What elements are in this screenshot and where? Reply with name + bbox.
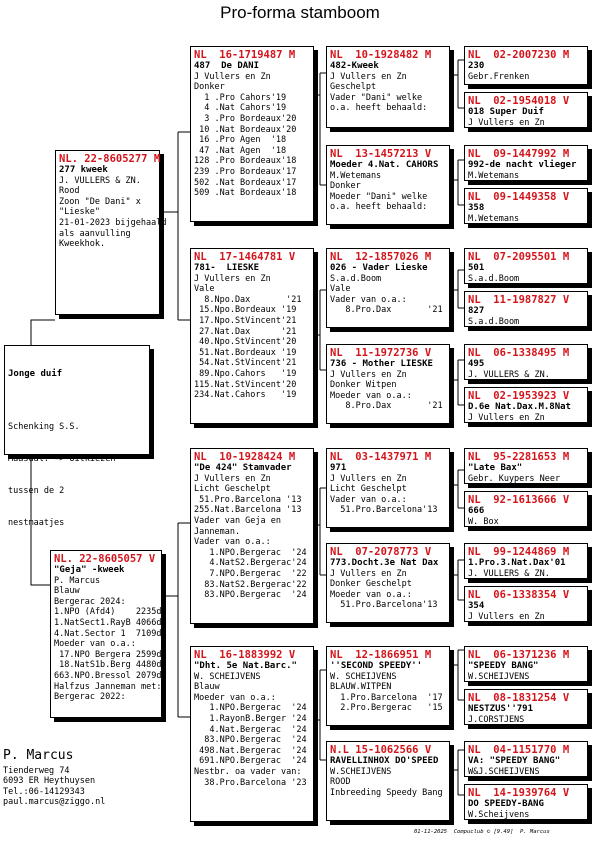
- pigeon-detail-line: 83.NPO.Bergerac '24: [194, 590, 307, 601]
- ring-number: NL 02-2007230 M: [468, 49, 570, 61]
- ancestor-card[interactable]: [464, 448, 588, 484]
- pigeon-name: DO SPEEDY-BANG: [468, 799, 544, 809]
- subject-line: nestmaatjes: [8, 517, 65, 528]
- subject-card[interactable]: [4, 345, 150, 528]
- pigeon-detail-line: 1.RayonB.Berger '24: [194, 713, 307, 724]
- pigeon-detail-line: Geschelpt: [330, 82, 377, 93]
- pigeon-detail-line: 255.Nat.Barcelona '13: [194, 505, 302, 516]
- granddam-paternal-card[interactable]: [190, 248, 314, 424]
- ring-number: NL 02-1953923 V: [468, 390, 570, 402]
- pigeon-detail-line: 1.NPO.Bergerac '24: [194, 547, 307, 558]
- pigeon-detail-line: Blauw: [54, 586, 80, 597]
- pigeon-detail-line: J Vullers en Zn: [468, 412, 545, 423]
- pigeon-detail-line: J Vullers en Zn: [194, 273, 271, 284]
- ring-number: NL 11-1972736 V: [330, 347, 432, 359]
- pigeon-name: 482-Kweek: [330, 61, 379, 71]
- ring-number: NL 11-1987827 V: [468, 294, 570, 306]
- ring-number: NL 07-2095501 M: [468, 251, 570, 263]
- pigeon-detail-line: J. VULLERS & ZN.: [468, 568, 550, 579]
- pigeon-name: RAVELLINHOX DO'SPEED: [330, 756, 439, 766]
- great-grandparent-card[interactable]: [326, 448, 450, 528]
- pigeon-detail-line: 1.Pro.Barcelona '17: [330, 692, 443, 703]
- ring-number: NL 06-1371236 M: [468, 649, 570, 661]
- pigeon-detail-line: W. Box: [468, 516, 499, 527]
- ring-number: NL 14-1939764 V: [468, 787, 570, 799]
- pigeon-detail-line: J Vullers en Zn: [468, 611, 545, 622]
- pigeon-detail-line: Moeder van o.a.:: [330, 589, 412, 600]
- pigeon-detail-line: ROOD: [330, 777, 351, 788]
- ring-number: NL 17-1464781 V: [194, 251, 296, 263]
- ring-number: NL 07-2078773 V: [330, 546, 432, 558]
- pigeon-detail-line: 2.Pro.Bergerac '15: [330, 703, 443, 714]
- owner-email[interactable]: paul.marcus@ziggo.nl: [3, 797, 106, 808]
- ring-number: NL. 22-8605277 M: [59, 153, 161, 165]
- pigeon-detail-line: S.a.d.Boom: [330, 273, 382, 284]
- ancestor-card[interactable]: [464, 784, 588, 820]
- ring-number: NL 13-1457213 V: [330, 148, 432, 160]
- pigeon-detail-line: 4.Nat.Sector 1 7109d.: [54, 628, 167, 639]
- ring-number: NL 06-1338495 M: [468, 347, 570, 359]
- pigeon-detail-line: 1.NPO (Afd4) 2235d.: [54, 607, 167, 618]
- pigeon-detail-line: J Vullers en Zn: [194, 473, 271, 484]
- pigeon-detail-line: 502 .Nat Bordeaux'17: [194, 177, 297, 188]
- grandsire-paternal-card[interactable]: [190, 46, 314, 222]
- ring-number: N.L 15-1062566 V: [330, 744, 432, 756]
- pigeon-name: "Geja" -kweek: [54, 565, 125, 575]
- pigeon-detail-line: 8.Npo.Dax '21: [194, 294, 302, 305]
- subject-line: Maasdal. -> Uitkiezen: [8, 453, 116, 464]
- pigeon-detail-line: Vader "Dani" welke: [330, 92, 423, 103]
- pigeon-detail-line: S.a.d.Boom: [468, 316, 520, 327]
- pigeon-detail-line: 3 .Pro Bordeaux'20: [194, 113, 297, 124]
- granddam-maternal-card[interactable]: [190, 646, 314, 822]
- pigeon-detail-line: Vader van o.a.:: [330, 294, 407, 305]
- pigeon-detail-line: Vader van o.a.:: [330, 494, 407, 505]
- pigeon-detail-line: Blauw: [194, 682, 220, 693]
- ancestor-card[interactable]: [464, 586, 588, 622]
- pigeon-name: 736 - Mother LIESKE: [330, 359, 433, 369]
- pigeon-detail-line: 38.Pro.Barcelona '23: [194, 777, 307, 788]
- subject-line: tussen de 2: [8, 485, 65, 496]
- pigeon-detail-line: 4.NatS2.Bergerac'24: [194, 558, 307, 569]
- pigeon-detail-line: 8.Pro.Dax '21: [330, 401, 443, 412]
- pigeon-detail-line: Halfzus Janneman met:: [54, 681, 162, 692]
- ancestor-card[interactable]: [464, 145, 588, 181]
- ancestor-card[interactable]: [464, 689, 588, 725]
- pigeon-detail-line: J. VULLERS & ZN.: [59, 175, 141, 186]
- pigeon-name: "Late Bax": [468, 463, 523, 473]
- great-grandparent-card[interactable]: [326, 344, 450, 424]
- pigeon-detail-line: W. SCHEIJVENS: [330, 671, 397, 682]
- ancestor-card[interactable]: [464, 248, 588, 284]
- grandsire-maternal-card[interactable]: [190, 448, 314, 624]
- pigeon-detail-line: S.a.d.Boom: [468, 273, 520, 284]
- pigeon-name: 827: [468, 306, 485, 316]
- pigeon-detail-line: "Lieske": [59, 207, 100, 218]
- pigeon-name: 230: [468, 61, 485, 71]
- pigeon-name: 277 kweek: [59, 165, 108, 175]
- pigeon-name: 026 - Vader Lieske: [330, 263, 428, 273]
- pigeon-detail-line: 83.NPO.Bergerac '24: [194, 735, 307, 746]
- pigeon-detail-line: 17.NPO Bergera 2599d.: [54, 649, 167, 660]
- pigeon-detail-line: Vader van Geja en: [194, 515, 281, 526]
- pigeon-detail-line: Gebr.Frenken: [468, 71, 530, 82]
- pigeon-detail-line: J Vullers en Zn: [194, 71, 271, 82]
- ring-number: NL 08-1831254 V: [468, 692, 570, 704]
- pigeon-detail-line: Licht Geschelpt: [330, 484, 407, 495]
- pigeon-detail-line: 89.Npo.Cahors '19: [194, 368, 297, 379]
- pigeon-detail-line: M.Wetemans: [330, 170, 382, 181]
- pigeon-detail-line: 51.Pro.Barcelona'13: [330, 600, 438, 611]
- ancestor-card[interactable]: [464, 92, 588, 128]
- pigeon-detail-line: W. SCHEIJVENS: [194, 671, 261, 682]
- pigeon-detail-line: 663.NPO.Bressol 2079d.: [54, 670, 167, 681]
- pigeon-detail-line: o.a. heeft behaald:: [330, 202, 428, 213]
- pigeon-name: 487 De DANI: [194, 61, 260, 71]
- pigeon-detail-line: BLAUW.WITPEN: [330, 682, 392, 693]
- ring-number: NL 99-1244869 M: [468, 546, 570, 558]
- page-title: Pro-forma stamboom: [220, 3, 380, 22]
- pigeon-detail-line: 1 .Pro Cahors'19: [194, 92, 287, 103]
- pigeon-name: "De 424" Stamvader: [194, 463, 292, 473]
- ancestor-card[interactable]: [464, 543, 588, 579]
- ancestor-card[interactable]: [464, 46, 588, 85]
- ring-number: NL 10-1928482 M: [330, 49, 432, 61]
- ring-number: NL 12-1857026 M: [330, 251, 432, 263]
- pigeon-detail-line: 509 .Nat Bordeaux'18: [194, 188, 297, 199]
- ring-number: NL 04-1151770 M: [468, 744, 570, 756]
- pigeon-detail-line: P. Marcus: [54, 575, 101, 586]
- mother-card[interactable]: [50, 550, 167, 718]
- pigeon-detail-line: J.CORSTJENS: [468, 714, 525, 725]
- pigeon-detail-line: 83.NatS2.Bergerac'22: [194, 579, 307, 590]
- pigeon-detail-line: 239 .Pro Bordeaux'17: [194, 166, 297, 177]
- pigeon-detail-line: J Vullers en Zn: [468, 117, 545, 128]
- pigeon-detail-line: Bergerac 2022:: [54, 692, 126, 703]
- ring-number: NL 16-1719487 M: [194, 49, 296, 61]
- pigeon-detail-line: 51.Nat.Bordeaux '19: [194, 347, 297, 358]
- pigeon-detail-line: o.a. heeft behaald:: [330, 103, 428, 114]
- pigeon-detail-line: Kweekhok.: [59, 239, 106, 250]
- ring-number: NL 95-2281653 M: [468, 451, 570, 463]
- subject-line: Schenking S.S.: [8, 422, 80, 433]
- ancestor-card[interactable]: [464, 387, 588, 423]
- pigeon-detail-line: Moeder "Dani" welke: [330, 191, 428, 202]
- pigeon-name: 354: [468, 601, 485, 611]
- ancestor-card[interactable]: [464, 291, 588, 327]
- pigeon-name: 781- LIESKE: [194, 263, 260, 273]
- great-grandparent-card[interactable]: [326, 543, 450, 623]
- pigeon-name: "SPEEDY BANG": [468, 661, 539, 671]
- ring-number: NL 09-1449358 V: [468, 191, 570, 203]
- pigeon-detail-line: Bergerac 2024:: [54, 596, 126, 607]
- pigeon-detail-line: 234.Nat.Cahors '19: [194, 390, 297, 401]
- great-grandparent-card[interactable]: [326, 46, 450, 128]
- pigeon-detail-line: Donker: [194, 82, 225, 93]
- pigeon-detail-line: Moeder van o.a.:: [194, 692, 276, 703]
- pigeon-detail-line: 15.Npo.Bordeaux '19: [194, 305, 297, 316]
- pigeon-detail-line: Moeder van o.a.:: [54, 639, 136, 650]
- pigeon-name: 666: [468, 506, 485, 516]
- pigeon-detail-line: 10 .Nat Bordeaux'20: [194, 124, 297, 135]
- pigeon-detail-line: 40.Npo.StVincent'20: [194, 337, 297, 348]
- footer-credit: 01-11-2025 Compuclub © [9.49] P. Marcus: [414, 829, 550, 835]
- pigeon-detail-line: J. VULLERS & ZN.: [468, 369, 550, 380]
- pigeon-detail-line: Moeder van o.a.:: [330, 390, 412, 401]
- pigeon-detail-line: J Vullers en Zn: [330, 369, 407, 380]
- pigeon-detail-line: 128 .Pro Bordeaux'18: [194, 156, 297, 167]
- pigeon-detail-line: 18.NatS1b.Berg 4480d.: [54, 660, 167, 671]
- pigeon-detail-line: Zoon "De Dani" x: [59, 196, 141, 207]
- pigeon-name: 1.Pro.3.Nat.Dax'01: [468, 558, 566, 568]
- pigeon-detail-line: J Vullers en Zn: [330, 71, 407, 82]
- owner-phone: Tel.:06-14129343: [3, 786, 85, 797]
- ancestor-card[interactable]: [464, 741, 588, 777]
- pigeon-detail-line: W.SCHEIJVENS: [468, 671, 530, 682]
- pigeon-detail-line: 51.Pro.Barcelona'13: [330, 505, 438, 516]
- pigeon-detail-line: 47 .Nat Agen '18: [194, 145, 287, 156]
- pigeon-detail-line: als aanvulling: [59, 228, 131, 239]
- owner-info: [3, 748, 105, 808]
- pigeon-detail-line: W.Scheijvens: [468, 809, 530, 820]
- pigeon-name: 971: [330, 463, 347, 473]
- pigeon-detail-line: J Vullers en Zn: [330, 568, 407, 579]
- pigeon-name: VA: "SPEEDY BANG": [468, 756, 561, 766]
- pigeon-detail-line: 498.Nat.Bergerac '24: [194, 745, 307, 756]
- pigeon-detail-line: Donker Witpen: [330, 380, 397, 391]
- ancestor-card[interactable]: [464, 646, 588, 682]
- pigeon-detail-line: M.Wetemans: [468, 213, 520, 224]
- pigeon-detail-line: W.SCHEIJVENS: [330, 766, 392, 777]
- pigeon-detail-line: Gebr. Kuypers Neer: [468, 473, 561, 484]
- pigeon-detail-line: 16 .Pro Agen '18: [194, 135, 287, 146]
- pigeon-detail-line: 4 .Nat Cahors'19: [194, 103, 287, 114]
- pigeon-name: NESTZUS''791: [468, 704, 534, 714]
- ring-number: NL 92-1613666 V: [468, 494, 570, 506]
- pigeon-name: D.6e Nat.Dax.M.8Nat: [468, 402, 571, 412]
- ancestor-card[interactable]: [464, 188, 588, 224]
- ancestor-card[interactable]: [464, 491, 588, 527]
- pigeon-detail-line: W&J.SCHEIJVENS: [468, 766, 540, 777]
- pigeon-detail-line: 21-01-2023 bijgehaald: [59, 217, 167, 228]
- pigeon-name: 992-de nacht vlieger: [468, 160, 577, 170]
- pigeon-detail-line: 27.Nat.Dax '21: [194, 326, 297, 337]
- ring-number: NL 16-1883992 V: [194, 649, 296, 661]
- pigeon-detail-line: M.Wetemans: [468, 170, 520, 181]
- ring-number: NL 02-1954018 V: [468, 95, 570, 107]
- pigeon-detail-line: 51.Pro.Barcelona '13: [194, 494, 302, 505]
- pigeon-detail-line: 8.Pro.Dax '21: [330, 305, 443, 316]
- ring-number: NL 06-1338354 V: [468, 589, 570, 601]
- great-grandparent-card[interactable]: [326, 145, 450, 225]
- pigeon-detail-line: Vale: [194, 284, 215, 295]
- pigeon-detail-line: 1.NatSect1.RayB 4066d.: [54, 617, 167, 628]
- pigeon-detail-line: 4.Nat.Bergerac '24: [194, 724, 307, 735]
- owner-street: Tienderweg 74: [3, 766, 70, 776]
- pigeon-detail-line: 7.NPO.Bergerac '22: [194, 568, 307, 579]
- ring-number: NL 09-1447992 M: [468, 148, 570, 160]
- pigeon-detail-line: Rood: [59, 186, 80, 197]
- pigeon-detail-line: Donker: [330, 181, 361, 192]
- pigeon-name: 358: [468, 203, 485, 213]
- ancestor-card[interactable]: [464, 344, 588, 380]
- ring-number: NL. 22-8605057 V: [54, 553, 156, 565]
- pigeon-detail-line: 691.NPO.Bergerac '24: [194, 756, 307, 767]
- pigeon-detail-line: J Vullers en Zn: [330, 473, 407, 484]
- pigeon-name: "Dht. 5e Nat.Barc.": [194, 661, 297, 671]
- ring-number: NL 12-1866951 M: [330, 649, 432, 661]
- pigeon-detail-line: Janneman.: [194, 526, 241, 537]
- pigeon-detail-line: Vader van o.a.:: [194, 537, 271, 548]
- pigeon-detail-line: 54.Nat.StVincent'21: [194, 358, 297, 369]
- pigeon-name: ''SECOND SPEEDY'': [330, 661, 423, 671]
- pigeon-detail-line: 17.Npo.StVincent'21: [194, 315, 297, 326]
- pigeon-detail-line: Inbreeding Speedy Bang: [330, 787, 443, 798]
- pigeon-detail-line: 115.Nat.StVincent'20: [194, 379, 297, 390]
- pigeon-name: 501: [468, 263, 485, 273]
- pigeon-name: Moeder 4.Nat. CAHORS: [330, 160, 439, 170]
- pigeon-name: 773.Docht.3e Nat Dax: [330, 558, 439, 568]
- great-grandparent-card[interactable]: [326, 741, 450, 821]
- pigeon-name: 018 Super Duif: [468, 107, 544, 117]
- great-grandparent-card[interactable]: [326, 248, 450, 328]
- subject-heading: Jonge duif: [8, 369, 63, 380]
- pigeon-detail-line: 1.NPO.Bergerac '24: [194, 703, 307, 714]
- pigeon-detail-line: Nestbr. oa vader van:: [194, 766, 302, 777]
- great-grandparent-card[interactable]: [326, 646, 450, 726]
- pigeon-detail-line: Licht Geschelpt: [194, 484, 271, 495]
- ring-number: NL 03-1437971 M: [330, 451, 432, 463]
- pigeon-name: 495: [468, 359, 485, 369]
- ring-number: NL 10-1928424 M: [194, 451, 296, 463]
- owner-name: P. Marcus: [3, 748, 74, 763]
- pigeon-detail-line: Vale: [330, 284, 351, 295]
- pigeon-detail-line: Donker Geschelpt: [330, 579, 412, 590]
- owner-city: 6093 ER Heythuysen: [3, 776, 96, 787]
- father-card[interactable]: [55, 150, 167, 315]
